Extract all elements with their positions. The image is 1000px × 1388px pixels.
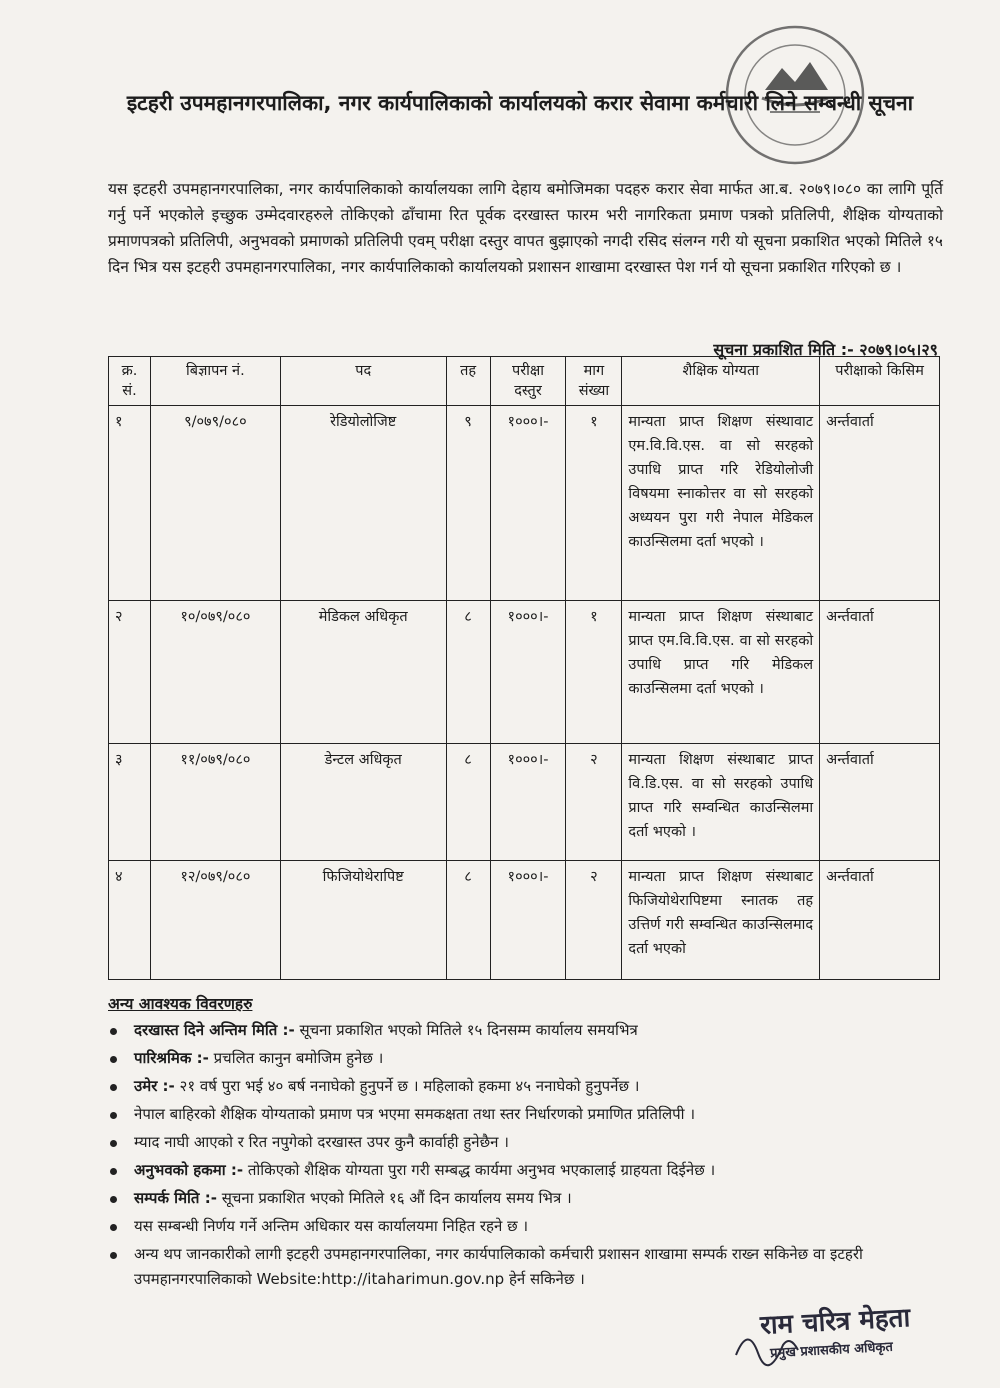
list-item <box>100 1242 930 1292</box>
cell-qualification: मान्यता शिक्षण संस्थाबाट प्राप्त वि.डि.एस. वा सो सरहको उपाधि प्राप्त गरि सम्वन्धित काउन्सिलमा दर्ता भएको । <box>622 744 820 861</box>
detail-text: तोकिएको शैक्षिक योग्यता पुरा गरी सम्बद्ध कार्यमा अनुभव भएकालाई ग्राहयता दिईनेछ । <box>243 1161 716 1179</box>
bullet-icon <box>110 1140 117 1147</box>
header-level: तह <box>446 357 490 406</box>
cell-exam-type: अर्न्तवार्ता <box>820 861 940 980</box>
signatory-name: राम चरित्र मेहता <box>759 1303 911 1341</box>
bullet-icon <box>110 1196 117 1203</box>
list-item <box>100 1074 930 1099</box>
cell-demand-count: २ <box>566 744 622 861</box>
detail-label: पारिश्रमिक :- <box>134 1049 209 1067</box>
cell-post: रेडियोलोजिष्ट <box>280 406 446 601</box>
cell-qualification: मान्यता प्राप्त शिक्षण संस्थावाट एम.वि.वि.एस. वा सो सरहको उपाधि प्राप्त गरि रेडियोलोजी विषयमा स्नाकोत्तर वा सो सरहको अध्ययन पुरा गरी नेपाल मेडिकल काउन्सिलमा दर्ता भएको । <box>622 406 820 601</box>
detail-text: नेपाल बाहिरको शैक्षिक योग्यताको प्रमाण पत्र भएमा समकक्षता तथा स्तर निर्धारणको प्रमाणित प्रतिलिपी । <box>134 1105 696 1123</box>
bullet-icon <box>110 1224 117 1231</box>
cell-serial: १ <box>109 406 151 601</box>
list-item <box>100 1158 930 1183</box>
cell-serial: ४ <box>109 861 151 980</box>
bullet-icon <box>110 1028 117 1035</box>
detail-text: सूचना प्रकाशित भएको मितिले १५ दिनसम्म कार्यालय समयभित्र <box>294 1021 638 1039</box>
detail-label: दरखास्त दिने अन्तिम मिति :- <box>134 1021 295 1039</box>
signatory-designation: प्रमुख प्रशासकीय अधिकृत <box>769 1339 894 1362</box>
cell-post: फिजियोथेरापिष्ट <box>280 861 446 980</box>
cell-level: ९ <box>446 406 490 601</box>
cell-exam-fee: १०००।- <box>490 861 566 980</box>
list-item <box>100 1130 930 1155</box>
cell-post: डेन्टल अधिकृत <box>280 744 446 861</box>
cell-demand-count: २ <box>566 861 622 980</box>
detail-text: अन्य थप जानकारीको लागी इटहरी उपमहानगरपालिका, नगर कार्यपालिकाको कर्मचारी प्रशासन शाखामा सम्पर्क राख्न सकिनेछ वा इटहरी उपमहानगरपालिकाको Website:http://itaharimun.gov.np हेर्न सकिनेछ । <box>134 1245 863 1288</box>
bullet-icon <box>110 1168 117 1175</box>
cell-post: मेडिकल अधिकृत <box>280 601 446 744</box>
detail-text: २१ वर्ष पुरा भई ४० बर्ष ननाघेको हुनुपर्ने छ । महिलाको हकमा ४५ ननाघेको हुनुपर्नेछ । <box>174 1077 640 1095</box>
list-item <box>100 1186 930 1211</box>
list-item <box>100 1018 930 1043</box>
cell-ad-number: ११/०७९/०८० <box>150 744 280 861</box>
details-list <box>100 1018 930 1295</box>
header-ad-number: बिज्ञापन नं. <box>150 357 280 406</box>
cell-serial: ३ <box>109 744 151 861</box>
header-serial: क्र. सं. <box>109 357 151 406</box>
bullet-icon <box>110 1084 117 1091</box>
cell-exam-fee: १०००।- <box>490 406 566 601</box>
header-qualification: शैक्षिक योग्यता <box>622 357 820 406</box>
header-exam-fee: परीक्षा दस्तुर <box>490 357 566 406</box>
cell-qualification: मान्यता प्राप्त शिक्षण संस्थाबाट फिजियोथेरापिष्टमा स्नातक तह उत्तिर्ण गरी सम्वन्धित काउन्सिलमाद दर्ता भएको <box>622 861 820 980</box>
table-header-row <box>109 357 940 406</box>
detail-label: सम्पर्क मिति :- <box>134 1189 217 1207</box>
table-row <box>109 744 940 861</box>
cell-ad-number: १०/०७९/०८० <box>150 601 280 744</box>
cell-exam-type: अर्न्तवार्ता <box>820 601 940 744</box>
list-item <box>100 1102 930 1127</box>
header-exam-type: परीक्षाको किसिम <box>820 357 940 406</box>
list-item <box>100 1046 930 1071</box>
cell-ad-number: १२/०७९/०८० <box>150 861 280 980</box>
cell-serial: २ <box>109 601 151 744</box>
detail-text: सूचना प्रकाशित भएको मितिले १६ औं दिन कार्यालय समय भित्र । <box>216 1189 572 1207</box>
details-heading: अन्य आवश्यक विवरणहरु <box>108 995 253 1013</box>
vacancy-table <box>108 356 940 980</box>
list-item <box>100 1214 930 1239</box>
table-row <box>109 406 940 601</box>
cell-level: ८ <box>446 861 490 980</box>
cell-exam-fee: १०००।- <box>490 744 566 861</box>
cell-exam-fee: १०००।- <box>490 601 566 744</box>
detail-text: यस सम्बन्धी निर्णय गर्ने अन्तिम अधिकार यस कार्यालयमा निहित रहने छ । <box>134 1217 529 1235</box>
cell-qualification: मान्यता प्राप्त शिक्षण संस्थाबाट प्राप्त एम.वि.वि.एस. वा सो सरहको उपाधि प्राप्त गरि मेडिकल काउन्सिलमा दर्ता भएको । <box>622 601 820 744</box>
cell-exam-type: अर्न्तवार्ता <box>820 744 940 861</box>
table-row <box>109 861 940 980</box>
cell-demand-count: १ <box>566 406 622 601</box>
bullet-icon <box>110 1056 117 1063</box>
notice-title: इटहरी उपमहानगरपालिका, नगर कार्यपालिकाको कार्यालयको करार सेवामा कर्मचारी लिने सम्बन्धी सूचना <box>126 91 914 115</box>
bullet-icon <box>110 1112 117 1119</box>
detail-label: उमेर :- <box>134 1077 175 1095</box>
cell-level: ८ <box>446 744 490 861</box>
cell-level: ८ <box>446 601 490 744</box>
cell-exam-type: अर्न्तवार्ता <box>820 406 940 601</box>
detail-label: अनुभवको हकमा :- <box>134 1161 244 1179</box>
cell-demand-count: १ <box>566 601 622 744</box>
detail-text: म्याद नाघी आएको र रित नपुगेको दरखास्त उपर कुनै कार्वाही हुनेछैन । <box>134 1133 509 1151</box>
header-demand-count: माग संख्या <box>566 357 622 406</box>
detail-text: प्रचलित कानुन बमोजिम हुनेछ । <box>208 1049 384 1067</box>
table-row <box>109 601 940 744</box>
cell-ad-number: ९/०७९/०८० <box>150 406 280 601</box>
publish-date: सूचना प्रकाशित मिति :- २०७९।०५।२९ <box>713 340 938 359</box>
bullet-icon <box>110 1252 117 1259</box>
header-post: पद <box>280 357 446 406</box>
notice-intro-paragraph: यस इटहरी उपमहानगरपालिका, नगर कार्यपालिकाको कार्यालयका लागि देहाय बमोजिमका पदहरु करार सेवा मार्फत आ.ब. २०७९।०८० का लागि पूर्ति गर्नु पर्ने भएकोले इच्छुक उम्मेदवारहरुले तोकिएको ढाँचामा रित पूर्वक दरखास्त फारम भरी नागरिकता प्रमाण पत्रको प्रतिलिपी, शैक्षिक योग्यताको प्रमाणपत्रको प्रतिलिपी, अनुभवको प्रमाणको प्रतिलिपी एवम् परीक्षा दस्तुर वापत बुझाएको नगदी रसिद संलग्न गरी यो सूचना प्रकाशित भएको मितिले १५ दिन भित्र यस इटहरी उपमहानगरपालिका, नगर कार्यपालिकाको कार्यालयको प्रशासन शाखामा दरखास्त पेश गर्न यो सूचना प्रकाशित गरिएको छ । <box>108 180 943 276</box>
